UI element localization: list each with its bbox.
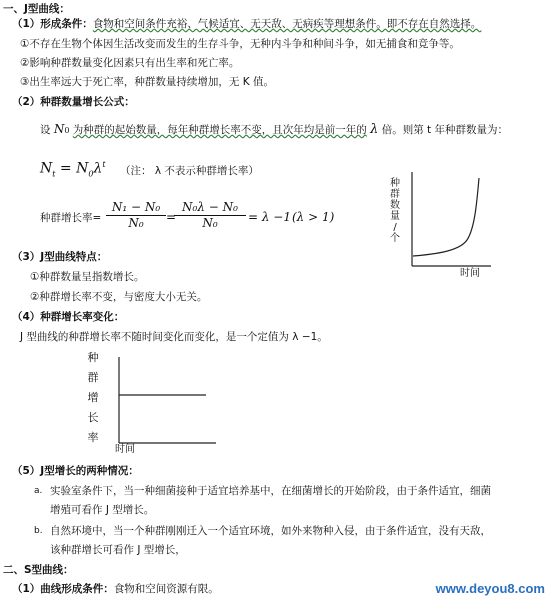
two-cases-label: （5）J型增长的两种情况： [12,465,139,477]
section-heading-s-curve: 二、S型曲线： [3,564,74,576]
point-2: ②影响种群数量变化因素只有出生率和死亡率。 [20,57,240,69]
case-b-marker: b. [34,526,43,536]
fraction-2: $\frac{\text{N₀λ − N₀}}{\text{N₀}}$ [174,200,246,231]
item-label: （1）形成条件： [12,18,93,30]
item-text: 食物和空间条件充裕、气候适宜、无天敌、无病疾等理想条件。即不存在自然选择。 [92,18,482,30]
fraction-1: $\frac{\text{N₁ − N₀}}{\text{N₀}}$ [106,200,166,231]
case-a-line2: 增殖可看作 J 型增长。 [50,504,155,516]
point-3: ③出生率远大于死亡率，种群数量持续增加，无 K 值。 [20,76,274,88]
rate-result: = λ −1 [248,210,291,224]
case-b-line2: 该种群增长可看作 J 型增长， [50,544,186,556]
growth-formula-label: （2）种群数量增长公式： [12,96,135,108]
rate-change-label: （4）种群增长率变化： [12,311,125,323]
j-curve-line [413,178,479,256]
section-heading-j-curve: 一、J型曲线： [3,3,70,15]
rate-graph-ylabel: 种 群 增 长 率 [87,351,99,444]
feature-2: ②种群增长率不变，与密度大小无关。 [30,291,208,303]
formula-note: （注： λ 不表示种群增长率） [120,165,259,177]
rate-condition: (λ > 1) [292,210,335,224]
watermark: www.deyou8.com [435,581,545,596]
formula-intro: 设 N0 为种群的起始数量，每年种群增长率不变，且次年均是前一年的 λ 倍。则第 t 年种群数量为： [40,122,509,137]
s-curve-conditions: （1）曲线形成条件：食物和空间资源有限。 [12,583,219,595]
rate-graph-xlabel: 时间 [115,444,135,455]
rate-graph [110,355,220,447]
point-1: ①不存在生物个体因生活改变而发生的生存斗争，无种内斗争和种间斗争，如无捕食和竞争等。 [20,38,460,50]
j-graph-ylabel: 种 群 数 量 / 个 [390,178,400,244]
case-a-line1: 实验室条件下，当一种细菌接种于适宜培养基中，在细菌增长的开始阶段，由于条件适宜，细菌 [50,485,491,497]
population-formula: $N_t = N_0\lambda^t$ [40,160,106,179]
rate-change-text: J 型曲线的种群增长率不随时间变化而变化，是一个定值为 λ −1。 [20,331,328,343]
feature-1: ①种群数量呈指数增长。 [30,271,145,283]
rate-label: 种群增长率= [40,212,102,224]
j-features-label: （3）J型曲线特点： [12,251,108,263]
case-a-marker: a. [34,486,43,496]
case-b-line1: 自然环境中，当一个种群刚刚迁入一个适宜环境，如外来物种入侵，由于条件适宜，没有天敌， [50,525,491,537]
formation-conditions [12,18,481,31]
j-curve-graph [405,170,495,270]
j-graph-xlabel: 时间 [460,268,480,279]
